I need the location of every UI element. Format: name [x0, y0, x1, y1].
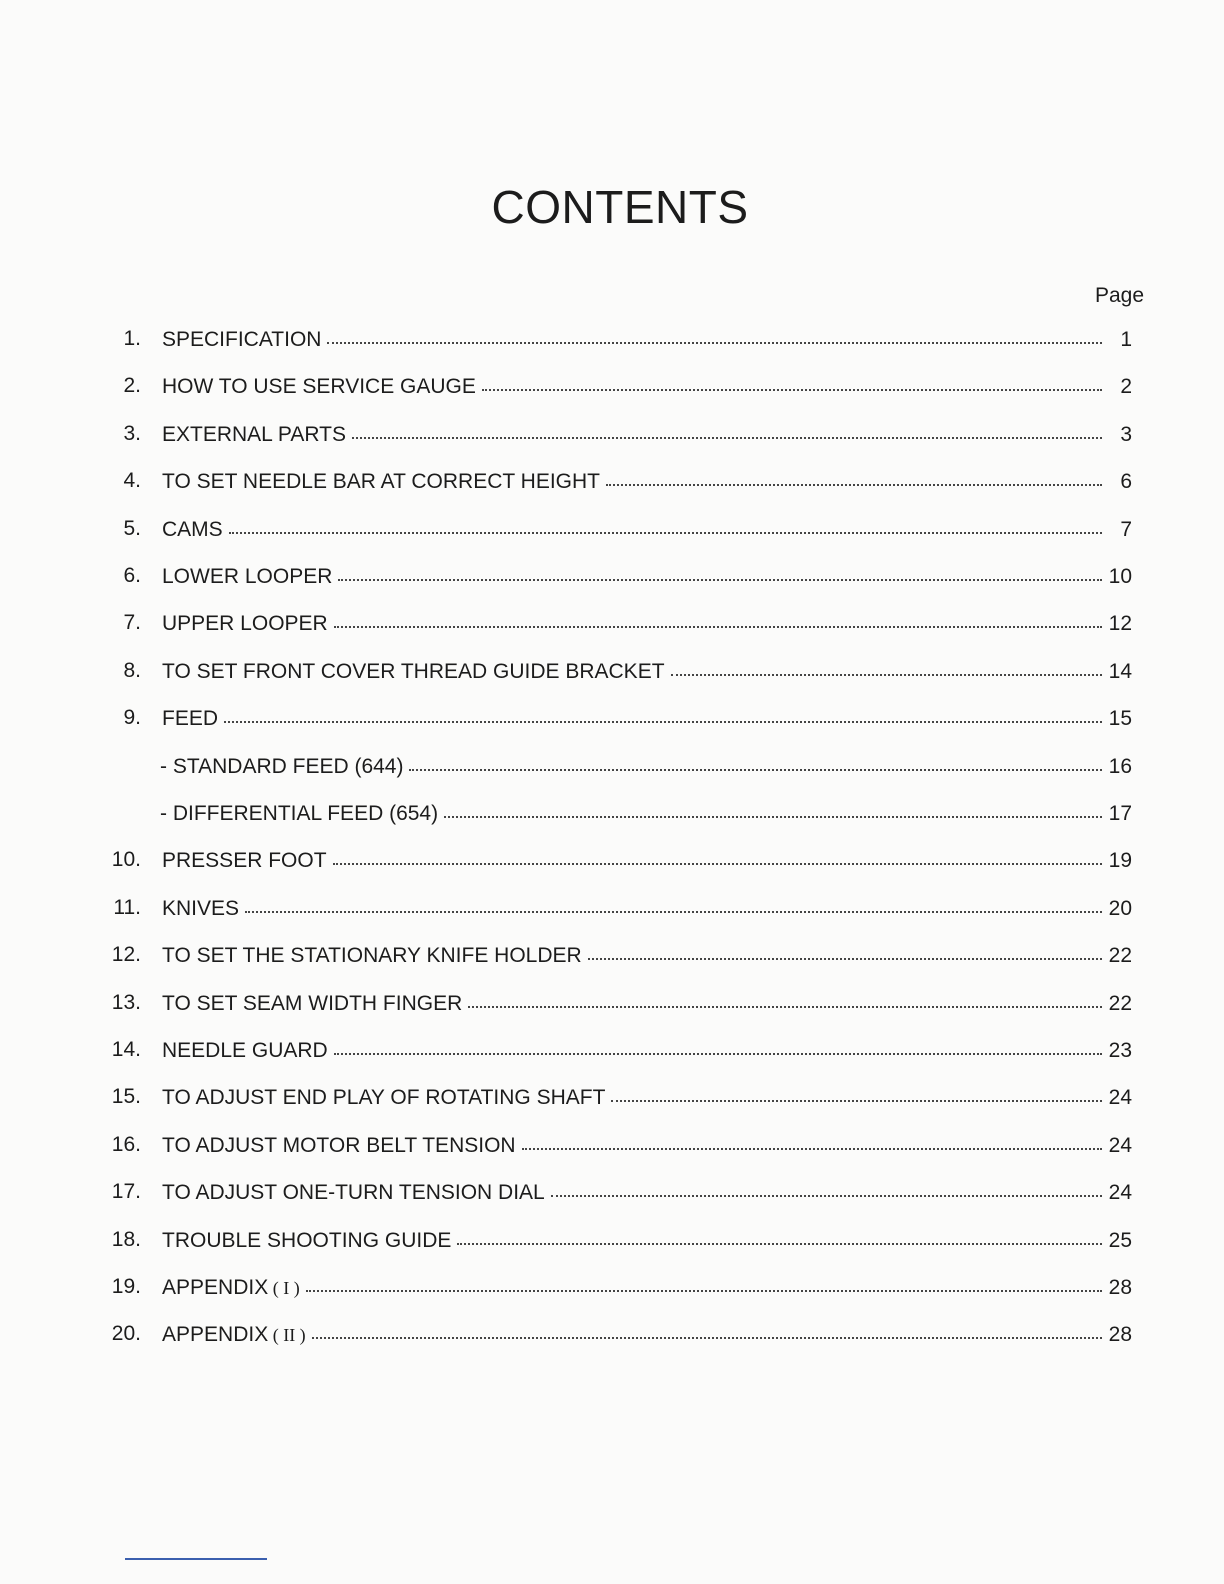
toc-entry-title: TO ADJUST ONE-TURN TENSION DIAL: [162, 1181, 545, 1205]
toc-leader-dots: [333, 863, 1102, 865]
toc-leader-dots: [409, 769, 1102, 771]
toc-entry-number: 10.: [111, 848, 141, 872]
page-column-header: Page: [1094, 284, 1144, 307]
toc-entry-page: 6: [1120, 470, 1132, 494]
toc-entry-number: 15.: [111, 1085, 141, 1109]
toc-entry-title: TO SET THE STATIONARY KNIFE HOLDER: [162, 944, 582, 968]
toc-leader-dots: [334, 626, 1102, 628]
toc-entry: [0, 1266, 1224, 1313]
toc-entry-page: 7: [1120, 517, 1132, 541]
toc-entry-title: NEEDLE GUARD: [162, 1039, 328, 1062]
toc-entry-page: 17: [1108, 802, 1132, 825]
toc-entry-title: TROUBLE SHOOTING GUIDE: [162, 1228, 452, 1252]
toc-entry-title: FEED: [162, 707, 219, 731]
toc-entry-page: 10: [1108, 565, 1132, 588]
toc-entry-title: TO ADJUST MOTOR BELT TENSION: [162, 1133, 516, 1157]
toc-entry-page: 20: [1108, 896, 1132, 920]
toc-leader-dots: [338, 579, 1102, 581]
toc-entry: [0, 1313, 1224, 1360]
toc-entry-title: TO SET FRONT COVER THREAD GUIDE BRACKET: [162, 659, 665, 683]
toc-entry: [0, 555, 1224, 602]
toc-entry: [0, 365, 1224, 412]
toc-leader-dots: [327, 342, 1102, 344]
toc-entry-number: 2.: [123, 374, 141, 398]
toc-entry: [0, 650, 1224, 697]
toc-entry-number: 19.: [111, 1275, 141, 1298]
toc-entry: [0, 1219, 1224, 1266]
toc-leader-dots: [306, 1290, 1102, 1292]
toc-entry: [0, 460, 1224, 507]
toc-entry-page: 24: [1108, 1086, 1132, 1110]
toc-entry-title: TO SET NEEDLE BAR AT CORRECT HEIGHT: [162, 470, 600, 494]
toc-leader-dots: [588, 958, 1102, 960]
toc-entry-number: 13.: [111, 990, 141, 1014]
toc-entry: [0, 413, 1224, 460]
toc-entry-number: 20.: [111, 1322, 141, 1346]
toc-entry: [0, 1076, 1224, 1123]
toc-entry-title: TO ADJUST END PLAY OF ROTATING SHAFT: [162, 1086, 606, 1110]
toc-entry-number: 18.: [111, 1227, 141, 1251]
toc-entry-title-suffix: ( I ): [268, 1278, 300, 1298]
toc-leader-dots: [444, 816, 1102, 818]
toc-entry-page: 19: [1108, 849, 1132, 873]
toc-entry-number: 6.: [123, 564, 141, 587]
toc-entry: [0, 934, 1224, 981]
toc-entry-number: 7.: [123, 611, 141, 635]
toc-entry-page: 1: [1120, 328, 1132, 351]
toc-entry: [0, 745, 1224, 792]
toc-entry-page: 28: [1108, 1276, 1132, 1299]
toc-entry-page: 22: [1108, 991, 1132, 1015]
toc-leader-dots: [671, 674, 1102, 676]
toc-entry-number: 14.: [111, 1038, 141, 1061]
toc-leader-dots: [334, 1053, 1102, 1055]
toc-leader-dots: [312, 1337, 1102, 1339]
toc-entry: [0, 887, 1224, 934]
toc-leader-dots: [611, 1100, 1102, 1102]
toc-entry-page: 23: [1108, 1039, 1132, 1062]
footer-rule: [125, 1558, 267, 1560]
toc-leader-dots: [224, 721, 1102, 723]
toc-entry: [0, 318, 1224, 365]
toc-entry-page: 22: [1108, 944, 1132, 968]
toc-entry-number: 12.: [111, 943, 141, 967]
toc-entry-number: 9.: [123, 706, 141, 730]
toc-entry: [0, 982, 1224, 1029]
toc-entry-number: 17.: [111, 1180, 141, 1204]
toc-leader-dots: [606, 484, 1102, 486]
toc-entry-title: EXTERNAL PARTS: [162, 422, 346, 446]
toc-entry: [0, 1124, 1224, 1171]
toc-entry-page: 16: [1108, 754, 1132, 778]
toc-entry-number: 5.: [123, 516, 141, 540]
toc-leader-dots: [352, 437, 1102, 439]
toc-entry-title: UPPER LOOPER: [162, 612, 328, 636]
toc-leader-dots: [245, 911, 1102, 913]
toc-entry-page: 3: [1120, 422, 1132, 446]
toc-entry-number: 1.: [123, 327, 141, 350]
toc-entry-page: 24: [1108, 1133, 1132, 1157]
toc-entry-number: 11.: [113, 895, 141, 919]
toc-entry: [0, 508, 1224, 555]
toc-entry-page: 15: [1108, 707, 1132, 731]
page-title: CONTENTS: [491, 181, 749, 233]
toc-entry-number: 3.: [123, 421, 141, 445]
toc-leader-dots: [551, 1195, 1102, 1197]
toc-entry: [0, 1029, 1224, 1076]
toc-entry-title: SPECIFICATION: [162, 328, 322, 351]
toc-entry-title: TO SET SEAM WIDTH FINGER: [162, 991, 463, 1015]
toc-entry: [0, 602, 1224, 649]
toc-entry: [0, 792, 1224, 839]
toc-leader-dots: [468, 1006, 1102, 1008]
toc-entry-number: 8.: [123, 658, 141, 682]
toc-leader-dots: [229, 532, 1102, 534]
toc-entry: [0, 1171, 1224, 1218]
toc-leader-dots: [457, 1243, 1102, 1245]
toc-entry-page: 28: [1108, 1323, 1132, 1347]
toc-entry: [0, 839, 1224, 886]
toc-entry-title: APPENDIX ( I ): [162, 1276, 300, 1299]
toc-entry-page: 25: [1108, 1228, 1132, 1252]
toc-entry-number: 4.: [123, 469, 141, 493]
toc-entry-title: KNIVES: [162, 896, 240, 920]
toc-entry-page: 2: [1120, 375, 1132, 399]
toc-entry-page: 24: [1108, 1181, 1132, 1205]
toc-entry: [0, 697, 1224, 744]
toc-entry-title: CAMS: [162, 517, 223, 541]
toc-entry-title: PRESSER FOOT: [162, 849, 327, 873]
toc-entry-title: APPENDIX ( II ): [162, 1323, 306, 1347]
toc-leader-dots: [522, 1148, 1102, 1150]
toc-entry-page: 14: [1108, 659, 1132, 683]
toc-entry-title-suffix: ( II ): [268, 1325, 306, 1346]
toc-entry-title: LOWER LOOPER: [162, 565, 333, 588]
toc-entry-title: - DIFFERENTIAL FEED (654): [160, 802, 439, 825]
toc-entry-title: HOW TO USE SERVICE GAUGE: [162, 375, 476, 399]
toc-entry-number: 16.: [111, 1132, 141, 1156]
toc-entry-page: 12: [1108, 612, 1132, 636]
toc-entry-title: - STANDARD FEED (644): [160, 754, 404, 778]
toc-leader-dots: [482, 389, 1102, 391]
